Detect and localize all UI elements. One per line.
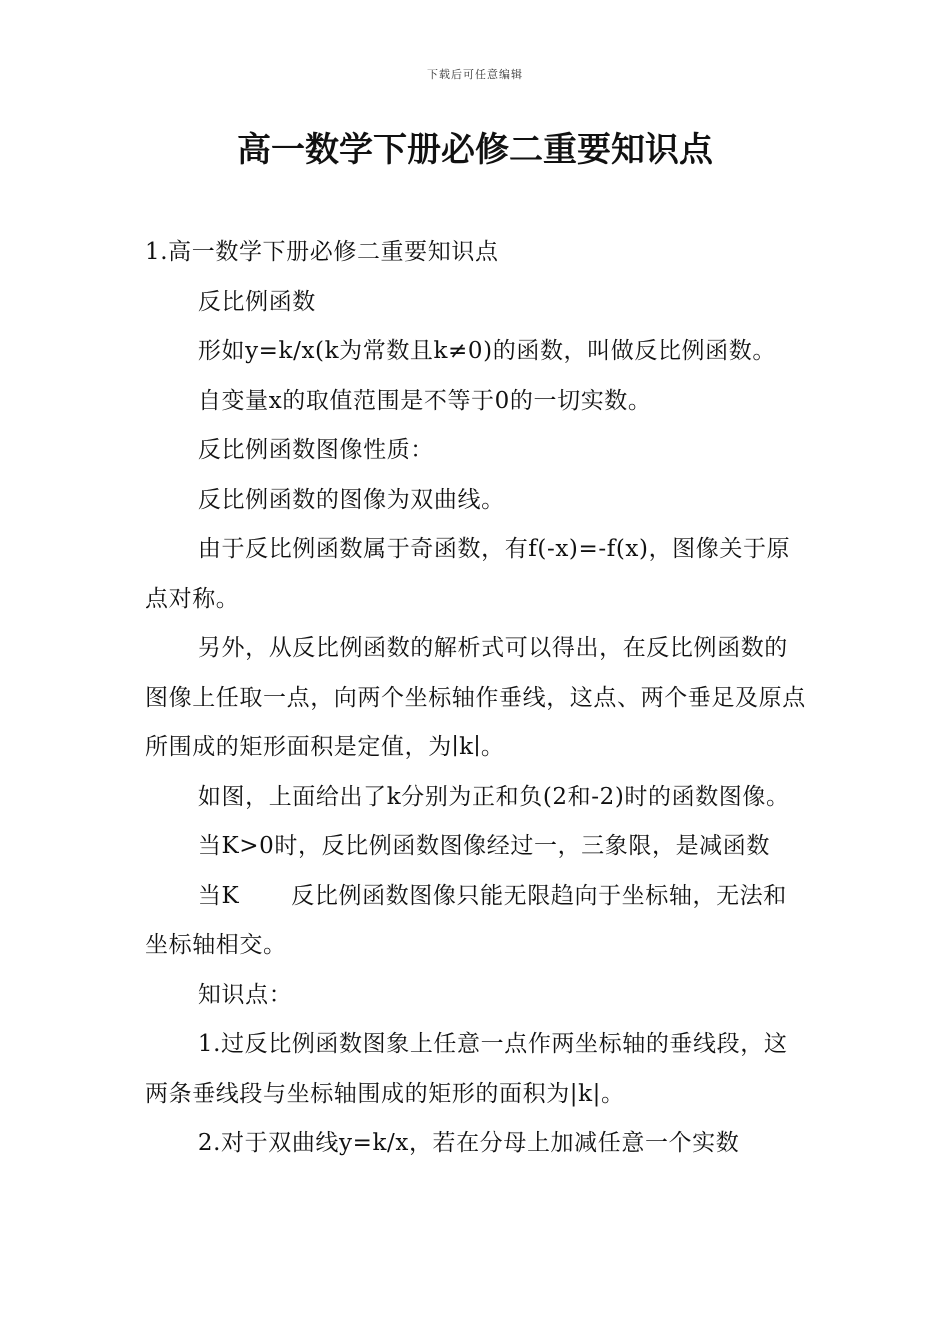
paragraph-point-2: 2.对于双曲线y=k/x，若在分母上加减任意一个实数 [197, 1130, 740, 1156]
paragraph-k-negative-rest: 反比例函数图像只能无限趋向于坐标轴，无法和坐标轴相交。 [145, 882, 787, 958]
paragraph-rectangle-area: 另外，从反比例函数的解析式可以得出，在反比例函数的图像上任取一点，向两个坐标轴作垂线，这点、两个垂足及原点所围成的矩形面积是定值，为∣k∣。 [145, 635, 806, 760]
paragraph-hyperbola: 反比例函数的图像为双曲线。 [197, 486, 505, 513]
document-title: 高一数学下册必修二重要知识点 [237, 130, 713, 170]
page-header-watermark: 下载后可任意编辑 [427, 68, 523, 81]
paragraph-odd-function: 由于反比例函数属于奇函数，有f(-x)=-f(x)，图像关于原点对称。 [145, 536, 791, 612]
paragraph-k-negative [145, 872, 810, 971]
paragraph-domain: 自变量x的取值范围是不等于0的一切实数。 [197, 387, 652, 414]
paragraph-k-positive: 当K>0时，反比例函数图像经过一，三象限，是减函数 [197, 833, 770, 859]
subsection-heading: 反比例函数 [197, 288, 316, 315]
paragraph-figure-note: 如图，上面给出了k分别为正和负(2和-2)时的函数图像。 [197, 783, 790, 810]
paragraph-knowledge-heading: 知识点： [197, 981, 293, 1008]
paragraph-properties-heading: 反比例函数图像性质： [197, 437, 434, 463]
document-body [145, 228, 810, 1169]
paragraph-k-negative-start: 当K [197, 882, 240, 909]
paragraph-definition: 形如y=k/x(k为常数且k≠0)的函数，叫做反比例函数。 [197, 338, 776, 364]
paragraph-point-1: 1.过反比例函数图象上任意一点作两坐标轴的垂线段，这两条垂线段与坐标轴围成的矩形的面积为|k|。 [145, 1031, 788, 1107]
section-heading: 1.高一数学下册必修二重要知识点 [145, 239, 499, 265]
